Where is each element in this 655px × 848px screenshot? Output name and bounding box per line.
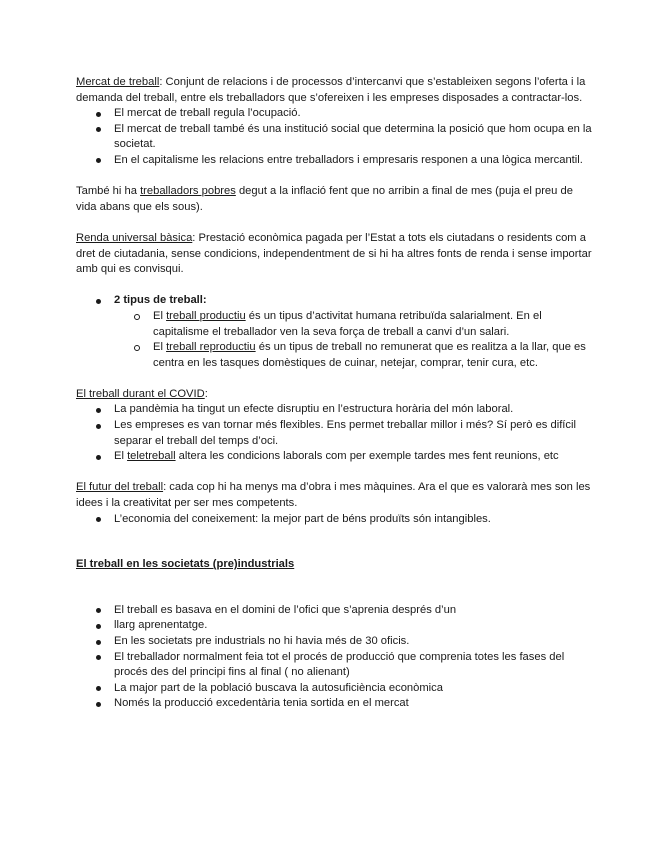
list-item: Només la producció excedentària tenia sortida en el mercat xyxy=(76,696,596,712)
pobres-paragraph xyxy=(76,184,596,215)
mercat-definition: : Conjunt de relacions i de processos d’intercanvi que s’estableixen segons l’oferta i la demanda del treball, entre els treballadors que s’ofereixen i les empreses disposades a contractar-los. xyxy=(76,76,586,104)
list-item: L’economia del coneixement: la mejor part de béns produïts són intangibles. xyxy=(76,512,596,528)
covid-paragraph xyxy=(76,387,596,403)
mercat-bullets xyxy=(76,106,596,168)
list-item: En el capitalisme les relacions entre treballadors i empresaris responen a una lògica mercantil. xyxy=(76,153,596,169)
tele-pre: El xyxy=(114,450,128,463)
renda-definition: : Prestació econòmica pagada per l’Estat a tots els ciutadans o residents com a dret de ciutadania, sense condicions, independentment de si hi ha altres fonts de renda i sense importar amb qui es convisqui. xyxy=(76,231,592,276)
list-item: En les societats pre industrials no hi havia més de 30 oficis. xyxy=(76,634,596,650)
list-item xyxy=(76,449,596,465)
covid-term: El treball durant el COVID xyxy=(76,387,205,400)
list-item: El mercat de treball regula l’ocupació. xyxy=(76,106,596,122)
pobres-pre: També hi ha xyxy=(76,185,141,198)
list-item xyxy=(76,293,596,371)
mercat-paragraph xyxy=(76,75,596,106)
list-item: El treball es basava en el domini de l’ofici que s’aprenia després d’un xyxy=(76,603,596,619)
sub-list-item xyxy=(76,309,596,340)
teletreball-term: teletreball xyxy=(127,450,176,463)
preindustrial-bullets xyxy=(76,603,596,712)
tele-post: altera les condicions laborals com per exemple tardes mes fent reunions, etc xyxy=(175,450,559,463)
section-heading: El treball en les societats (pre)industrials xyxy=(76,558,295,571)
renda-paragraph xyxy=(76,231,596,278)
productiu-term: treball productiu xyxy=(166,309,246,322)
list-item: La major part de la població buscava la autosuficiència econòmica xyxy=(76,681,596,697)
futur-bullets xyxy=(76,512,596,528)
tipus-bullets xyxy=(76,293,596,371)
pobres-post: degut a la inflació fent que no arribin a final de mes (puja el preu de vida abans que els sous). xyxy=(76,185,573,213)
pobres-term: treballadors pobres xyxy=(140,185,236,198)
list-item: Les empreses es van tornar més flexibles. Ens permet treballar millor i més? Sí però es difícil separar el treball del temps d’oci. xyxy=(76,418,596,449)
covid-colon: : xyxy=(204,387,208,400)
list-item: El treballador normalment feia tot el procés de producció que comprenia totes les fases del procés des del principi fins al final ( no alienant) xyxy=(76,650,596,681)
mercat-term: Mercat de treball xyxy=(76,76,160,88)
list-item: La pandèmia ha tingut un efecte disruptiu en l’estructura horària del món laboral. xyxy=(76,402,596,418)
list-item: El mercat de treball també és una institució social que determina la posició que hom ocupa en la societat. xyxy=(76,122,596,153)
sub-list-item xyxy=(76,340,596,371)
reproductiu-term: treball reproductiu xyxy=(166,341,256,354)
renda-term: Renda universal bàsica xyxy=(76,231,193,244)
covid-bullets xyxy=(76,402,596,464)
futur-definition: : cada cop hi ha menys ma d’obra i mes màquines. Ara el que es valorarà mes son les idees i la creativitat per ser mes competents. xyxy=(76,481,591,510)
document-page xyxy=(76,75,596,712)
tipus-label: 2 tipus de treball: xyxy=(114,294,207,307)
futur-term: El futur del treball xyxy=(76,481,164,494)
sub2-pre: El xyxy=(153,341,167,354)
tipus-sublist xyxy=(76,309,596,371)
sub1-post: és un tipus d’activitat humana retribuïda salarialment. En el capitalisme el treballador ven la seva força de treball a canvi d’un salari. xyxy=(153,309,542,338)
list-item: llarg aprenentatge. xyxy=(76,618,596,634)
sub1-pre: El xyxy=(153,309,167,322)
sub2-post: és un tipus de treball no remunerat que es realitza a la llar, que es centra en les tasques domèstiques de cuinar, netejar, comprar, tenir cura, etc. xyxy=(153,341,586,369)
futur-paragraph xyxy=(76,480,596,511)
